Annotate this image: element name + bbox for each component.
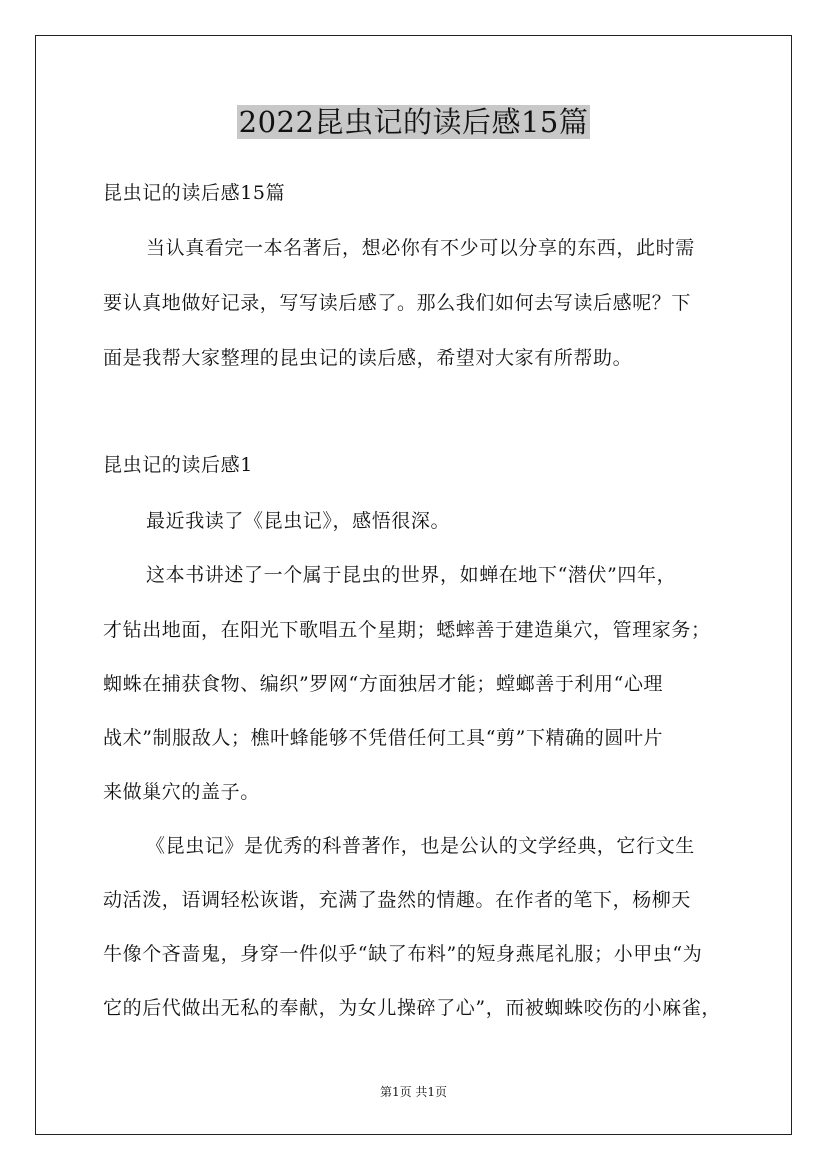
body-line-10: 它的后代做出无私的奉献，为女儿操碎了心”，而被蜘蛛咬伤的小麻雀，: [103, 997, 721, 1019]
body-line-8: 动活泼，语调轻松诙谐，充满了盎然的情趣。在作者的笔下，杨柳天: [103, 889, 692, 911]
body-line-6: 来做巢穴的盖子。: [103, 781, 260, 803]
body-line-1: 最近我读了《昆虫记》，感悟很深。: [146, 510, 451, 532]
intro-line-1: 当认真看完一本名著后，想必你有不少可以分享的东西，此时需: [146, 237, 695, 259]
document-subtitle: 昆虫记的读后感15篇: [103, 182, 286, 204]
body-line-5: 战术”制服敌人；樵叶蜂能够不凭借任何工具“剪”下精确的圆叶片: [103, 727, 664, 749]
section-heading: 昆虫记的读后感1: [103, 454, 253, 476]
body-line-4: 蜘蛛在捕获食物、编织”罗网“方面独居才能；螳螂善于利用“心理: [103, 673, 664, 695]
document-title-block: [0, 101, 827, 143]
intro-line-2: 要认真地做好记录，写写读后感了。那么我们如何去写读后感呢？下: [103, 292, 692, 314]
intro-line-3: 面是我帮大家整理的昆虫记的读后感，希望对大家有所帮助。: [103, 347, 633, 369]
body-line-3: 才钻出地面，在阳光下歌唱五个星期；蟋蟀善于建造巢穴，管理家务；: [103, 619, 711, 641]
document-title: 2022昆虫记的读后感15篇: [238, 105, 589, 139]
body-line-2: 这本书讲述了一个属于昆虫的世界，如蝉在地下“潜伏”四年，: [146, 564, 677, 586]
page-footer: 第1页 共1页: [379, 1085, 448, 1099]
body-line-9: 牛像个吝啬鬼，身穿一件似乎“缺了布料”的短身燕尾礼服；小甲虫“为: [103, 943, 703, 965]
body-line-7: 《昆虫记》是优秀的科普著作，也是公认的文学经典，它行文生: [146, 835, 695, 857]
